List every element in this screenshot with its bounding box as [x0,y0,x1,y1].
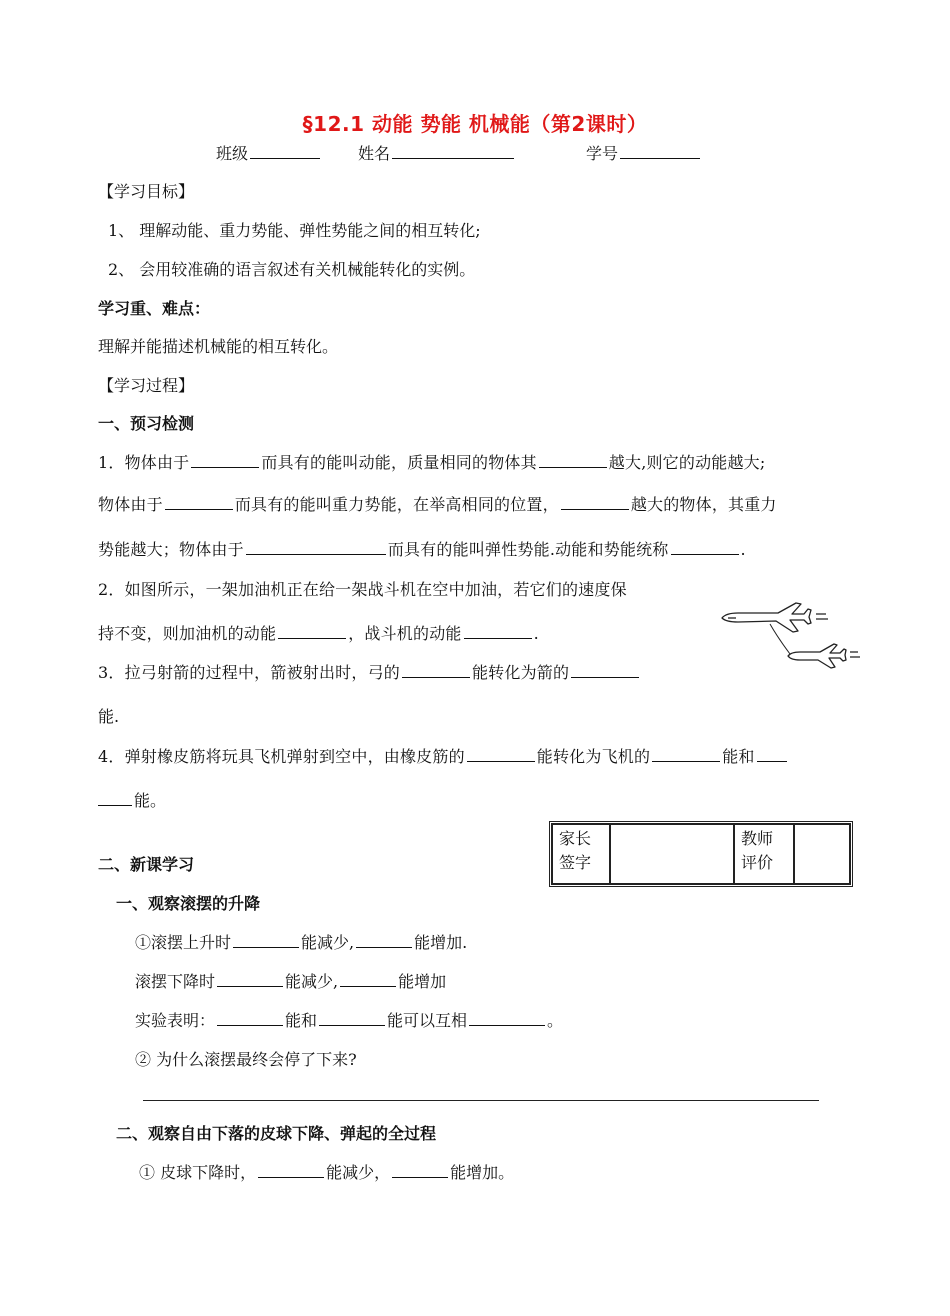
part2-heading: 二、观察自由下落的皮球下降、弹起的全过程 [116,1124,437,1143]
q4-blank-2[interactable] [652,747,720,762]
question-1-line-1 [98,450,765,473]
page-title: §12.1 动能 势能 机械能（第2课时） [302,112,648,136]
q4-blank-1[interactable] [467,747,535,762]
teacher-eval-label-line1: 教师 [741,829,774,848]
parent-sign-cell[interactable] [610,824,734,884]
part1-line-2 [135,969,446,992]
question-2-line-2 [98,621,539,644]
q2-text-c: ，战斗机的动能 [348,624,462,643]
q2-blank-2[interactable] [464,624,532,639]
airplane-icon [722,603,828,632]
q1-blank-5[interactable] [246,540,386,555]
question-1-line-3 [98,537,746,560]
q1-text-c: 越大,则它的动能越大; [608,453,766,472]
p1-l1-blank-2[interactable] [356,933,412,948]
part1-line-3 [135,1008,563,1031]
key-points-text: 理解并能描述机械能的相互转化。 [98,337,339,356]
refueling-illustration [716,596,862,676]
class-field[interactable] [216,141,322,164]
q1-blank-1[interactable] [191,453,259,468]
q2-text-d: . [533,624,539,643]
q3-blank-1[interactable] [402,663,470,678]
q4-text-c: 能和 [722,747,755,766]
name-blank[interactable] [392,144,514,159]
student-id-blank[interactable] [620,144,700,159]
question-4-line-1 [98,744,789,767]
question-3-line-1 [98,660,641,683]
objective-item-2: 2、 会用较准确的语言叙述有关机械能转化的实例。 [108,260,476,279]
q4-text-d: 能。 [134,791,167,810]
signature-table [549,821,853,887]
question-1-line-2 [98,492,777,515]
p1-l2-text-b: 能减少, [285,972,339,991]
airplane-icon [788,644,860,668]
q3-text-b: 能转化为箭的 [471,663,570,682]
teacher-eval-label-line2: 评价 [741,853,774,872]
part1-heading: 一、观察滚摆的升降 [116,894,261,913]
q1-text-d: 物体由于 [98,495,163,514]
p1-l2-blank-1[interactable] [217,972,283,987]
name-field[interactable] [358,141,516,164]
objectives-heading: 【学习目标】 [98,182,195,201]
parent-sign-label-line1: 家长 [559,829,592,848]
p1-l3-text-b: 能和 [285,1011,318,1030]
q2-blank-1[interactable] [278,624,346,639]
class-blank[interactable] [250,144,320,159]
q3-blank-2[interactable] [571,663,639,678]
question-4-line-2 [98,788,166,811]
student-id-field[interactable] [586,141,702,164]
q4-blank-3-continued[interactable] [98,791,132,806]
q1-blank-3[interactable] [165,495,233,510]
objective-item-1: 1、 理解动能、重力势能、弹性势能之间的相互转化; [108,221,481,240]
p1-l3-blank-1[interactable] [217,1011,283,1026]
q1-blank-2[interactable] [539,453,607,468]
q1-text-e: 而具有的能叫重力势能，在举高相同的位置， [234,495,559,514]
p1-l1-blank-1[interactable] [233,933,299,948]
q1-blank-6[interactable] [671,540,739,555]
new-lesson-heading: 二、新课学习 [98,855,195,874]
key-points-heading: 学习重、难点： [98,299,211,318]
teacher-eval-label [734,824,794,884]
q1-text-g: 势能越大；物体由于 [98,540,244,559]
q1-blank-4[interactable] [561,495,629,510]
p1-l1-text-b: 能减少, [301,933,355,952]
q4-text-a: 4．弹射橡皮筋将玩具飞机弹射到空中，由橡皮筋的 [98,747,465,766]
p1-l3-blank-2[interactable] [319,1011,385,1026]
p1-l3-text-c: 能可以互相 [387,1011,468,1030]
q4-blank-3[interactable] [757,747,787,762]
q1-text-a: 1．物体由于 [98,453,190,472]
p2-l1-text-c: 能增加。 [450,1163,515,1182]
p1-l3-text-d: 。 [547,1011,564,1030]
p2-l1-text-b: 能减少， [326,1163,391,1182]
q1-text-h: 而具有的能叫弹性势能.动能和势能统称 [387,540,669,559]
q2-text-b: 持不变，则加油机的动能 [98,624,277,643]
class-label: 班级 [216,144,249,163]
question-2-line-1: 2．如图所示，一架加油机正在给一架战斗机在空中加油，若它们的速度保 [98,580,627,599]
p1-l2-text-c: 能增加 [398,972,447,991]
teacher-eval-cell[interactable] [794,824,850,884]
p2-l1-text-a: ① 皮球下降时， [139,1163,257,1182]
part1-line-1 [135,930,467,953]
q1-text-f: 越大的物体，其重力 [630,495,777,514]
p1-l3-text-a: 实验表明： [135,1011,216,1030]
question-3-line-2: 能. [98,707,120,726]
q4-text-b: 能转化为飞机的 [536,747,651,766]
p1-l2-blank-2[interactable] [340,972,396,987]
part2-line-1 [139,1160,514,1183]
q1-text-b: 而具有的能叫动能，质量相同的物体其 [261,453,537,472]
part1-line-4: ② 为什么滚摆最终会停了下来? [135,1050,357,1069]
p2-l1-blank-2[interactable] [392,1163,448,1178]
student-id-label: 学号 [586,144,619,163]
p1-l1-text-c: 能增加. [414,933,468,952]
p1-l2-text-a: 滚摆下降时 [135,972,216,991]
p1-l1-text-a: ①滚摆上升时 [135,933,232,952]
preview-heading: 一、预习检测 [98,414,195,433]
p1-l3-blank-3[interactable] [469,1011,545,1026]
p2-l1-blank-1[interactable] [258,1163,324,1178]
name-label: 姓名 [358,144,391,163]
q3-text-a: 3．拉弓射箭的过程中，箭被射出时，弓的 [98,663,400,682]
parent-sign-label-line2: 签字 [559,853,592,872]
parent-sign-label [552,824,610,884]
process-heading: 【学习过程】 [98,376,195,395]
answer-line[interactable] [143,1100,819,1101]
q1-text-i: . [740,540,746,559]
